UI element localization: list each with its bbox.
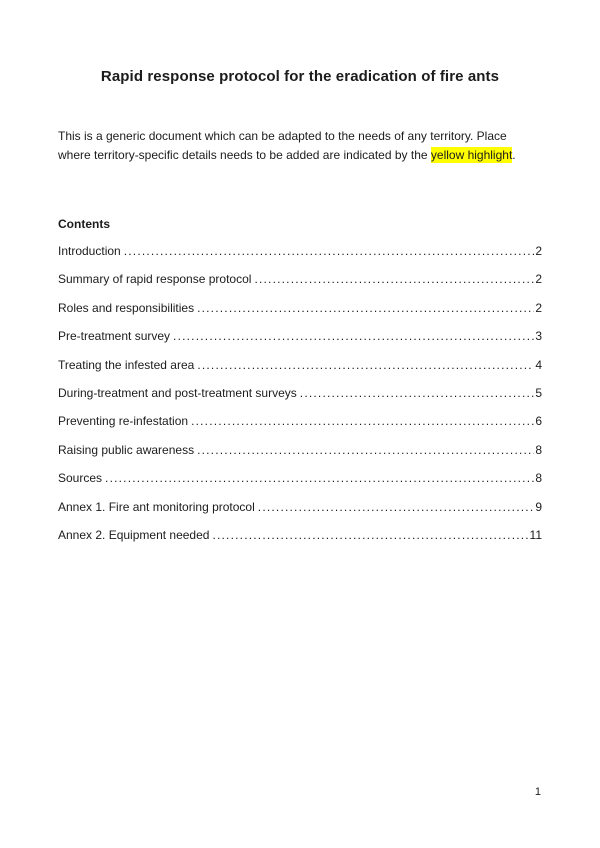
toc-entry-label: Pre-treatment survey — [58, 329, 171, 344]
table-of-contents — [58, 244, 542, 542]
toc-entry-page-number: 9 — [535, 499, 542, 514]
intro-text-before: This is a generic document which can be adapted to the needs of any territory. Place where territory-specific details needs to be added are indicated by the — [58, 129, 507, 162]
toc-entry-page-number: 5 — [535, 386, 542, 401]
toc-entry[interactable] — [58, 358, 542, 372]
toc-entry[interactable] — [58, 528, 542, 542]
toc-leader-dots — [300, 386, 535, 400]
toc-leader-dots — [197, 358, 534, 372]
toc-leader-dots — [258, 500, 535, 514]
toc-entry-page-number: 2 — [535, 244, 542, 258]
contents-heading: Contents — [58, 217, 110, 231]
toc-entry-page-number: 8 — [535, 471, 542, 486]
intro-paragraph — [58, 127, 542, 165]
toc-leader-dots — [124, 244, 535, 258]
toc-entry[interactable] — [58, 414, 542, 428]
toc-entry[interactable] — [58, 329, 542, 343]
toc-entry-label: Introduction — [58, 244, 121, 258]
toc-entry-page-number: 6 — [535, 414, 542, 429]
toc-entry[interactable] — [58, 443, 542, 457]
toc-entry-label: Sources — [58, 471, 103, 486]
toc-entry-label: Annex 1. Fire ant monitoring protocol — [58, 499, 255, 514]
toc-entry-page-number: 3 — [535, 329, 542, 344]
toc-leader-dots — [173, 329, 534, 343]
toc-entry-label: Preventing re-infestation — [58, 414, 189, 429]
toc-entry-label: Raising public awareness — [58, 442, 195, 457]
toc-entry[interactable] — [58, 244, 542, 258]
toc-entry-label: During-treatment and post-treatment surveys — [58, 386, 297, 401]
toc-leader-dots — [197, 443, 534, 457]
toc-entry-page-number: 2 — [535, 300, 542, 315]
toc-leader-dots — [105, 471, 534, 485]
toc-entry-page-number: 8 — [535, 442, 542, 457]
toc-entry-page-number: 2 — [535, 272, 542, 287]
toc-entry[interactable] — [58, 500, 542, 514]
toc-entry-page-number: 4 — [535, 357, 542, 372]
toc-entry-label: Roles and responsibilities — [58, 300, 195, 315]
toc-entry[interactable] — [58, 272, 542, 286]
toc-leader-dots — [197, 301, 534, 315]
toc-entry-page-number: 11 — [529, 528, 542, 543]
toc-entry-label: Summary of rapid response protocol — [58, 272, 252, 287]
page-number: 1 — [534, 786, 541, 798]
toc-entry-label: Treating the infested area — [58, 357, 195, 372]
toc-leader-dots — [254, 272, 534, 286]
highlighted-text: yellow highlight — [430, 148, 513, 162]
toc-leader-dots — [212, 528, 528, 542]
document-title: Rapid response protocol for the eradication of fire ants — [100, 68, 500, 85]
intro-text-after: . — [512, 148, 516, 162]
toc-entry[interactable] — [58, 301, 542, 315]
toc-entry[interactable] — [58, 386, 542, 400]
toc-leader-dots — [191, 414, 534, 428]
toc-entry-label: Annex 2. Equipment needed — [58, 528, 210, 543]
toc-entry[interactable] — [58, 471, 542, 485]
